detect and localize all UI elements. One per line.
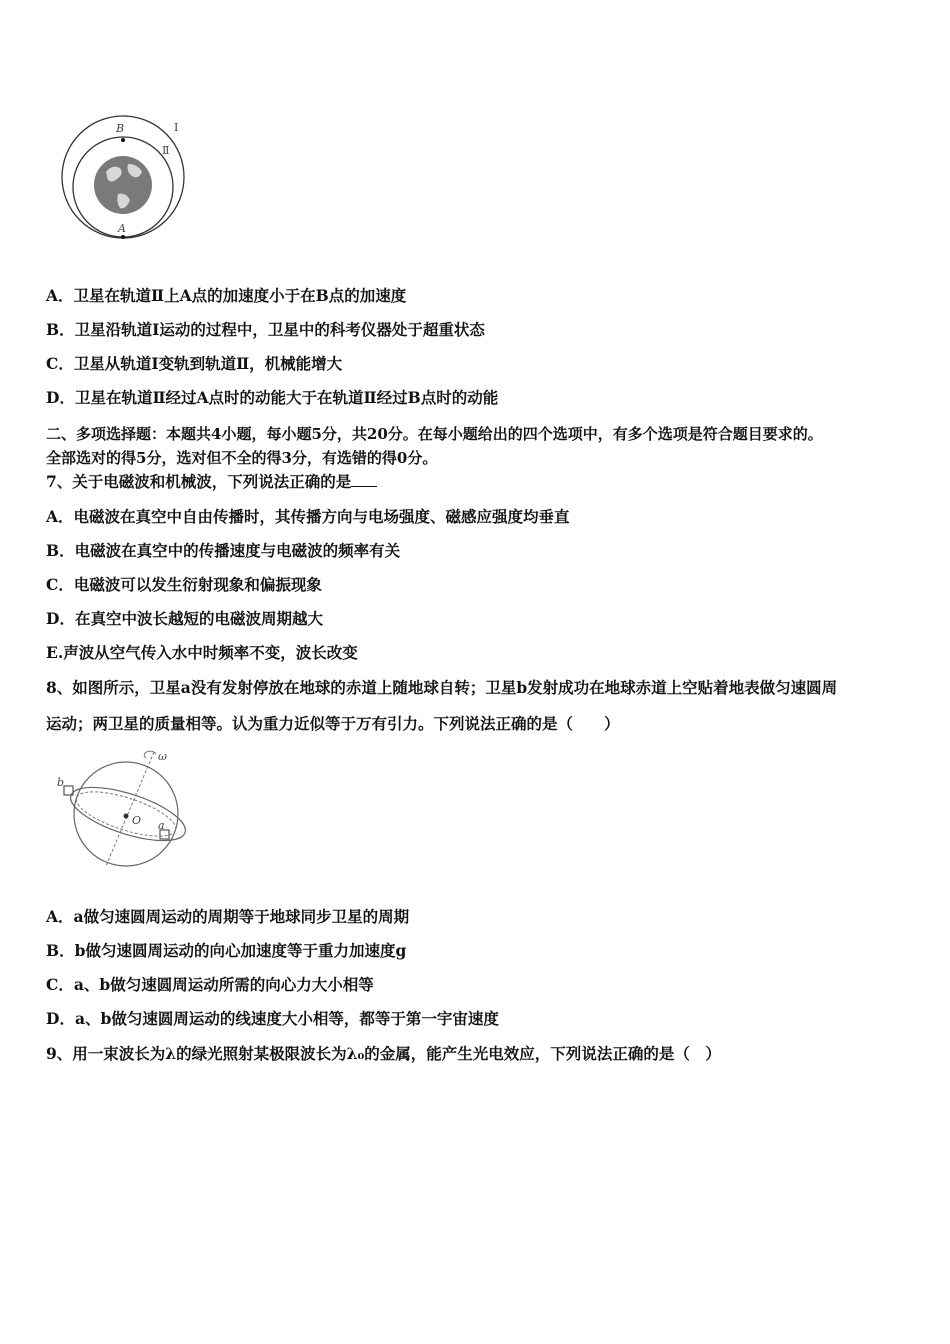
q6-option-b: B．卫星沿轨道Ⅰ运动的过程中，卫星中的科考仪器处于超重状态	[46, 320, 485, 339]
q6-option-a: A．卫星在轨道Ⅱ上A点的加速度小于在B点的加速度	[46, 286, 407, 305]
q7-stem	[46, 472, 377, 492]
q8-option-d: D．a、b做匀速圆周运动的线速度大小相等，都等于第一宇宙速度	[46, 1009, 499, 1028]
q6-option-d: D．卫星在轨道Ⅱ经过A点时的动能大于在轨道Ⅱ经过B点时的动能	[46, 388, 499, 407]
section2-heading-line2: 全部选对的得5分，选对但不全的得3分，有选错的得0分。	[46, 449, 438, 467]
q8-stem-line2: 运动；两卫星的质量相等。认为重力近似等于万有引力。下列说法正确的是（ ）	[46, 714, 620, 733]
q7-option-e: E.声波从空气传入水中时频率不变，波长改变	[46, 643, 358, 662]
rotation-arrow	[144, 751, 156, 758]
orbit-figure	[58, 112, 198, 242]
label-B: B	[116, 122, 125, 135]
label-II: Ⅱ	[162, 144, 170, 157]
center-O	[124, 814, 129, 819]
section2-heading-line1: 二、多项选择题：本题共4小题，每小题5分，共20分。在每小题给出的四个选项中，有多个选项是符合题目要求的。	[46, 425, 823, 443]
q6-option-c: C．卫星从轨道Ⅰ变轨到轨道Ⅱ，机械能增大	[46, 354, 343, 373]
label-omega: ω	[158, 750, 167, 763]
label-A: A	[118, 222, 126, 235]
orbit-diagram	[58, 112, 198, 242]
q7-option-c: C．电磁波可以发生衍射现象和偏振现象	[46, 575, 322, 594]
satellite-diagram	[50, 746, 200, 870]
rotation-axis	[106, 752, 154, 866]
label-I: Ⅰ	[174, 121, 179, 134]
point-B	[121, 138, 125, 142]
q7-stem-text: 7、关于电磁波和机械波，下列说法正确的是	[46, 472, 352, 491]
q7-option-d: D．在真空中波长越短的电磁波周期越大	[46, 609, 323, 628]
q7-option-a: A．电磁波在真空中自由传播时，其传播方向与电场强度、磁感应强度均垂直	[46, 507, 570, 526]
q8-option-c: C．a、b做匀速圆周运动所需的向心力大小相等	[46, 975, 374, 994]
label-O: O	[132, 814, 142, 827]
q8-option-a: A．a做匀速圆周运动的周期等于地球同步卫星的周期	[46, 907, 410, 926]
q9-stem: 9、用一束波长为λ的绿光照射某极限波长为λ₀的金属，能产生光电效应，下列说法正确的是（ ）	[46, 1044, 721, 1063]
q8-option-b: B．b做匀速圆周运动的向心加速度等于重力加速度g	[46, 941, 407, 960]
q8-stem-line1: 8、如图所示，卫星a没有发射停放在地球的赤道上随地球自转；卫星b发射成功在地球赤道上空贴着地表做匀速圆周	[46, 678, 838, 697]
label-b: b	[57, 776, 65, 789]
point-A	[121, 235, 125, 239]
q7-answer-blank	[351, 472, 377, 487]
label-a: a	[158, 819, 165, 832]
satellite-figure	[50, 746, 200, 870]
q7-option-b: B．电磁波在真空中的传播速度与电磁波的频率有关	[46, 541, 401, 560]
